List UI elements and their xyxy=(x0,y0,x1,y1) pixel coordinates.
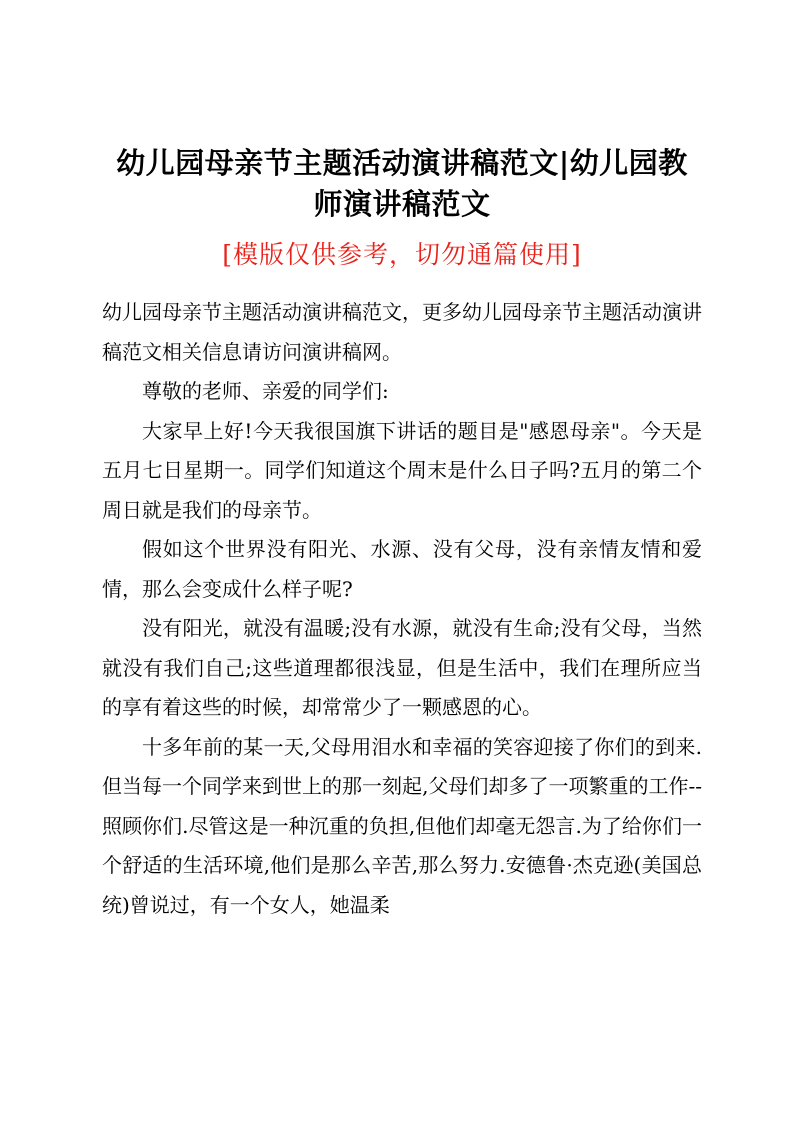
paragraph-intro: 幼儿园母亲节主题活动演讲稿范文，更多幼儿园母亲节主题活动演讲稿范文相关信息请访问演讲稿网。 xyxy=(102,300,702,364)
paragraph-question: 假如这个世界没有阳光、水源、没有父母，没有亲情友情和爱情，那么会变成什么样子呢? xyxy=(102,537,702,601)
paragraph-reflection: 没有阳光，就没有温暖;没有水源，就没有生命;没有父母，当然就没有我们自己;这些道理都很浅显，但是生活中，我们在理所应当的享有着这些的时候，却常常少了一颗感恩的心。 xyxy=(102,616,702,719)
template-disclaimer: [模版仅供参考，切勿通篇使用] xyxy=(222,240,582,269)
document-title: 幼儿园母亲节主题活动演讲稿范文|幼儿园教师演讲稿范文 xyxy=(116,146,688,221)
paragraph-greeting: 大家早上好!今天我很国旗下讲话的题目是"感恩母亲"。今天是五月七日星期一。同学们知道这个周末是什么日子吗?五月的第二个周日就是我们的母亲节。 xyxy=(102,418,702,522)
document-body xyxy=(102,293,702,925)
paragraph-story: 十多年前的某一天,父母用泪水和幸福的笑容迎接了你们的到来.但当每一个同学来到世上的那一刻起,父母们却多了一项繁重的工作--照顾你们.尽管这是一种沉重的负担,但他们却毫无怨言.为了给你们一个舒适的生活环境,他们是那么辛苦,那么努力.安德鲁·杰克逊(美国总统)曾说过，有一个女人，她温柔 xyxy=(102,734,702,917)
paragraph-salutation: 尊敬的老师、亲爱的同学们: xyxy=(142,379,389,403)
